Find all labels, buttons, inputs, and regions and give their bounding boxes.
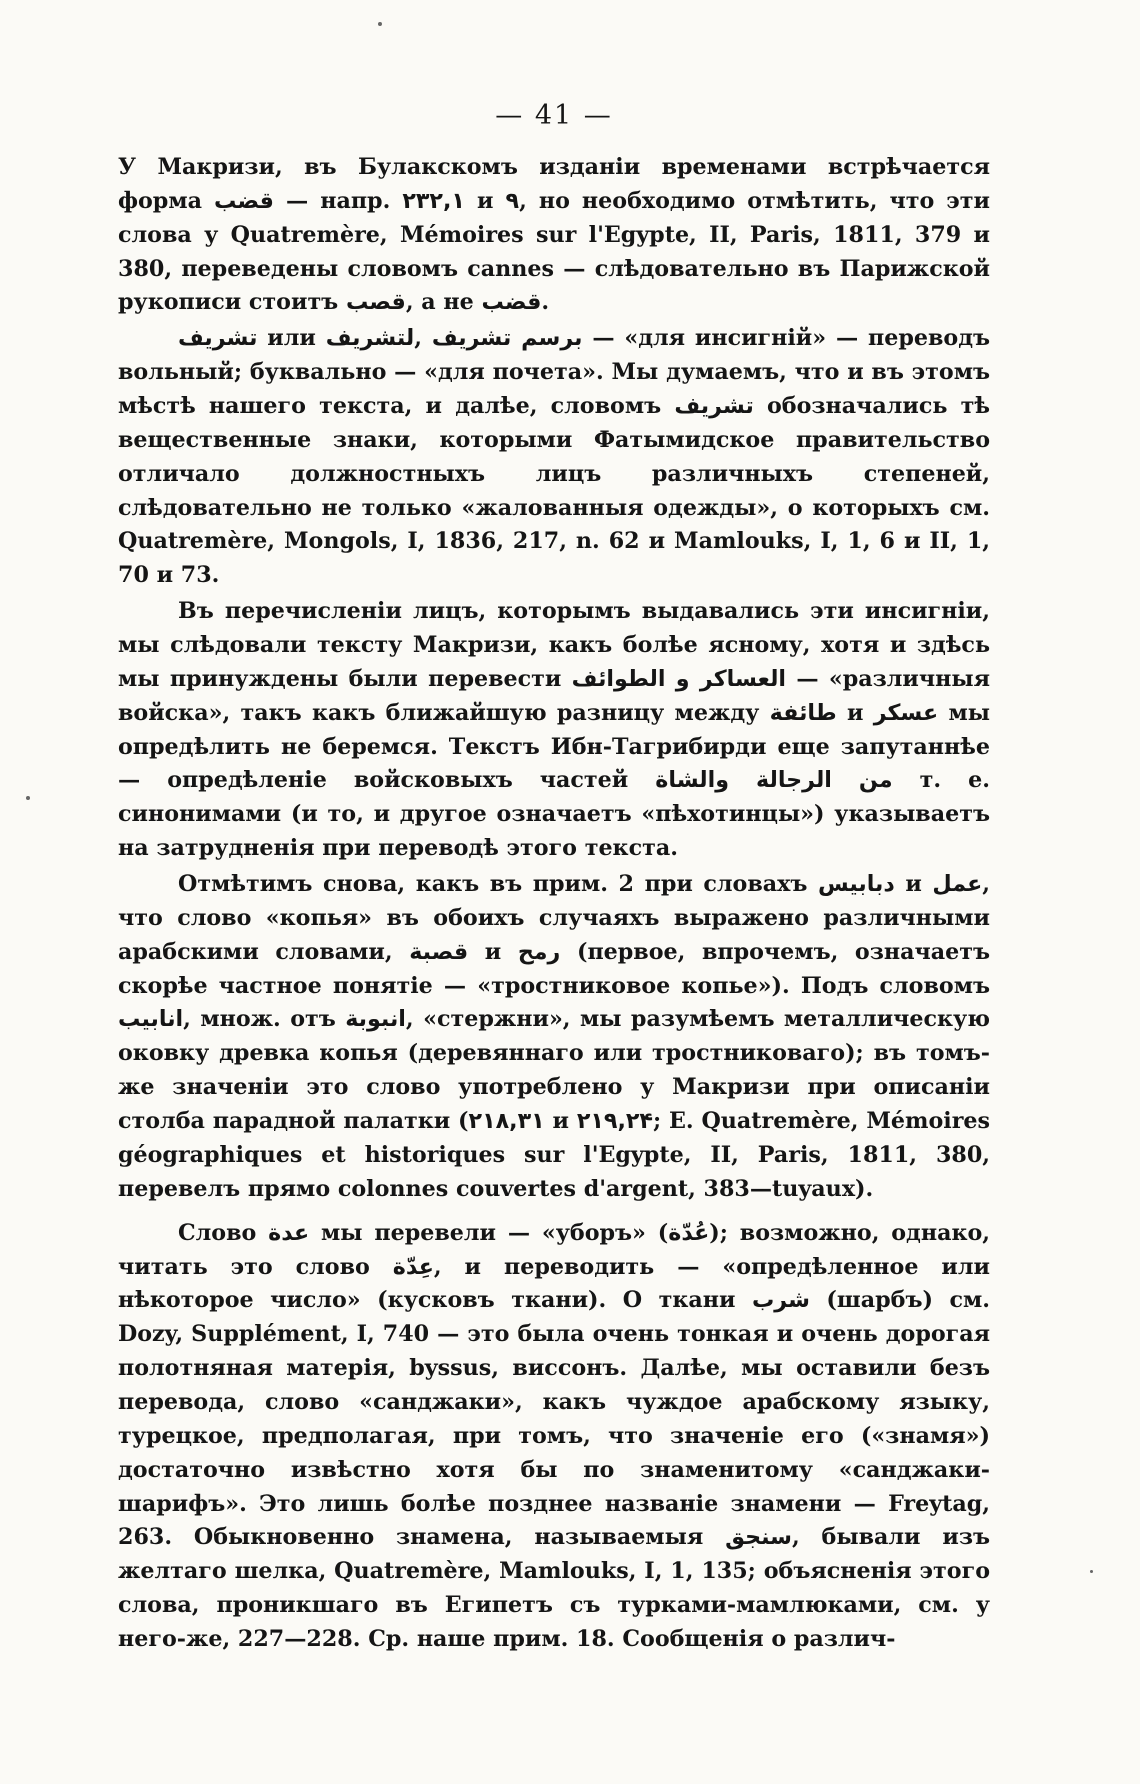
arabic-word: عمل	[932, 871, 983, 898]
arabic-word: قضب	[481, 289, 542, 316]
scan-speck	[1090, 1570, 1093, 1573]
arabic-word: ۲۱۸,۳۱	[468, 1108, 545, 1135]
arabic-word: انبوبة	[345, 1006, 406, 1033]
text-run: и	[836, 699, 874, 726]
arabic-word: العساكر و الطوائف	[571, 665, 787, 692]
arabic-word: برسم تشريف	[431, 325, 583, 352]
arabic-word: سنجق	[725, 1524, 792, 1551]
arabic-word: ۲۳۲,۱	[402, 187, 465, 214]
text-run: (первое, впрочемъ, означаетъ скорѣе частное понятіе — «тростниковое копье»). Подъ словомъ	[118, 938, 991, 999]
paragraph	[118, 595, 990, 866]
text-run: , и переводить — «опредѣленное или нѣкоторое число» (кусковъ ткани). О ткани	[118, 1253, 990, 1314]
arabic-word: عُدّة	[668, 1219, 710, 1246]
arabic-word: لتشريف	[325, 325, 415, 352]
text-run: и	[464, 187, 506, 214]
paragraph	[118, 868, 990, 1207]
scan-speck	[26, 796, 30, 800]
text-run: т. е. синонимами (и то, и другое означаетъ «пѣхотинцы») указываетъ на затрудненія при переводѣ этого текста.	[118, 767, 991, 862]
text-run: , бывали изъ желтаго шелка, Quatremère, Mamlouks, I, 1, 135; объясненія этого слова, проникшаго въ Египетъ съ турками-мамлюками, см. у него-же, 227—228. Ср. наше прим. 18. Сообщенія о различ-	[118, 1524, 990, 1652]
text-run: , что слово «копья» въ обоихъ случаяхъ выражено различными арабскими словами,	[118, 871, 990, 965]
arabic-word: من الرجالة والشاة	[655, 767, 893, 794]
text-run: , множ. отъ	[183, 1006, 346, 1033]
text-run: — «различныя войска», такъ какъ ближайшую разницу между	[118, 665, 990, 726]
text-run: Слово	[178, 1219, 269, 1246]
paragraph	[118, 1217, 990, 1657]
arabic-word: شرب	[751, 1287, 810, 1314]
arabic-word: قضب	[214, 187, 274, 214]
arabic-word: قصبة	[409, 938, 469, 965]
arabic-word: تشريف	[674, 393, 754, 420]
arabic-word: عِدّة	[392, 1253, 434, 1280]
arabic-word: انابيب	[118, 1006, 184, 1033]
text-run: ); возможно, однако, читать это слово	[118, 1219, 990, 1280]
text-run: и	[894, 871, 933, 898]
paragraph	[118, 322, 990, 593]
text-run: мы опредѣлить не беремся. Текстъ Ибн-Тагрибирди еще запутаннѣе — опредѣленіе войсковыхъ частей	[118, 699, 990, 794]
text-run: , «стержни», мы разумѣемъ металлическую оковку древка копья (деревяннаго или тростниковаго); въ томъ-же значеніи это слово употреблено у Макризи при описаніи столба парадной палатки (	[118, 1006, 991, 1135]
text-run: мы перевели — «уборъ» (	[309, 1219, 669, 1246]
text-run: У Макризи, въ Булакскомъ изданіи временами встрѣчается форма	[118, 154, 990, 214]
text-run: или	[257, 325, 326, 352]
arabic-word: دبابيس	[817, 871, 895, 898]
text-run: (шарбъ) см. Dozy, Supplément, I, 740 — это была очень тонкая и очень дорогая полотняная матерія, byssus, виссонъ. Далѣе, мы оставили безъ перевода, слово «санджаки», какъ чуждое арабскому языку, турецкое, предполагая, при томъ, что значеніе его («знамя») достаточно извѣстно хотя бы по знаменитому «санджаки-шарифъ». Это лишь болѣе позднее названіе знамени — Freytag, 263. Обыкновенно знамена, называемыя	[118, 1287, 990, 1551]
text-run: и	[544, 1108, 577, 1135]
scan-speck	[378, 22, 382, 26]
text-run: Отмѣтимъ снова, какъ въ прим. 2 при словахъ	[178, 871, 818, 898]
page-number: — 41 —	[495, 100, 613, 131]
arabic-word: تشريف	[178, 325, 258, 352]
arabic-word: قصب	[345, 289, 406, 316]
text-run: .	[541, 289, 550, 316]
text-run: — напр.	[273, 187, 403, 214]
arabic-word: عسكر	[873, 699, 939, 726]
text-run: и	[468, 938, 518, 965]
arabic-word: طائفة	[769, 699, 837, 726]
arabic-word: ۲۱۹,۲۴	[576, 1108, 653, 1135]
text-run: обозначались тѣ вещественные знаки, которыми Фатымидское правительство отличало должностныхъ лицъ различныхъ степеней, слѣдовательно не только «жалованныя одежды», о которыхъ см. Quatremère, Mongols, I, 1836, 217, n. 62 и Mamlouks, I, 1, 6 и II, 1, 70 и 73.	[118, 393, 990, 589]
paragraph	[118, 151, 990, 320]
text-run: ,	[414, 325, 432, 352]
text-run: , но необходимо отмѣтить, что эти слова у Quatremère, Mémoires sur l'Egypte, II, Paris, 1811, 379 и 380, переведены словомъ cannes — слѣдовательно въ Парижской рукописи стоитъ	[118, 187, 991, 316]
text-run: , а не	[405, 289, 482, 316]
page	[118, 100, 990, 1667]
text-run: — «для инсигній» — переводъ вольный; буквально — «для почета». Мы думаемъ, что и въ этомъ мѣстѣ нашего текста, и далѣе, словомъ	[118, 325, 991, 420]
text-run: ; E. Quatremère, Mémoires géographiques et historiques sur l'Egypte, II, Paris, 1811, 380, перевелъ прямо colonnes couvertes d'argent, 383—tuyaux).	[118, 1108, 990, 1202]
arabic-word: ۹	[505, 187, 520, 214]
arabic-word: رمح	[517, 938, 561, 965]
arabic-word: عدة	[268, 1219, 310, 1246]
text-run: Въ перечисленіи лицъ, которымъ выдавались эти инсигніи, мы слѣдовали тексту Макризи, какъ болѣе ясному, хотя и здѣсь мы принуждены были перевести	[118, 598, 990, 692]
